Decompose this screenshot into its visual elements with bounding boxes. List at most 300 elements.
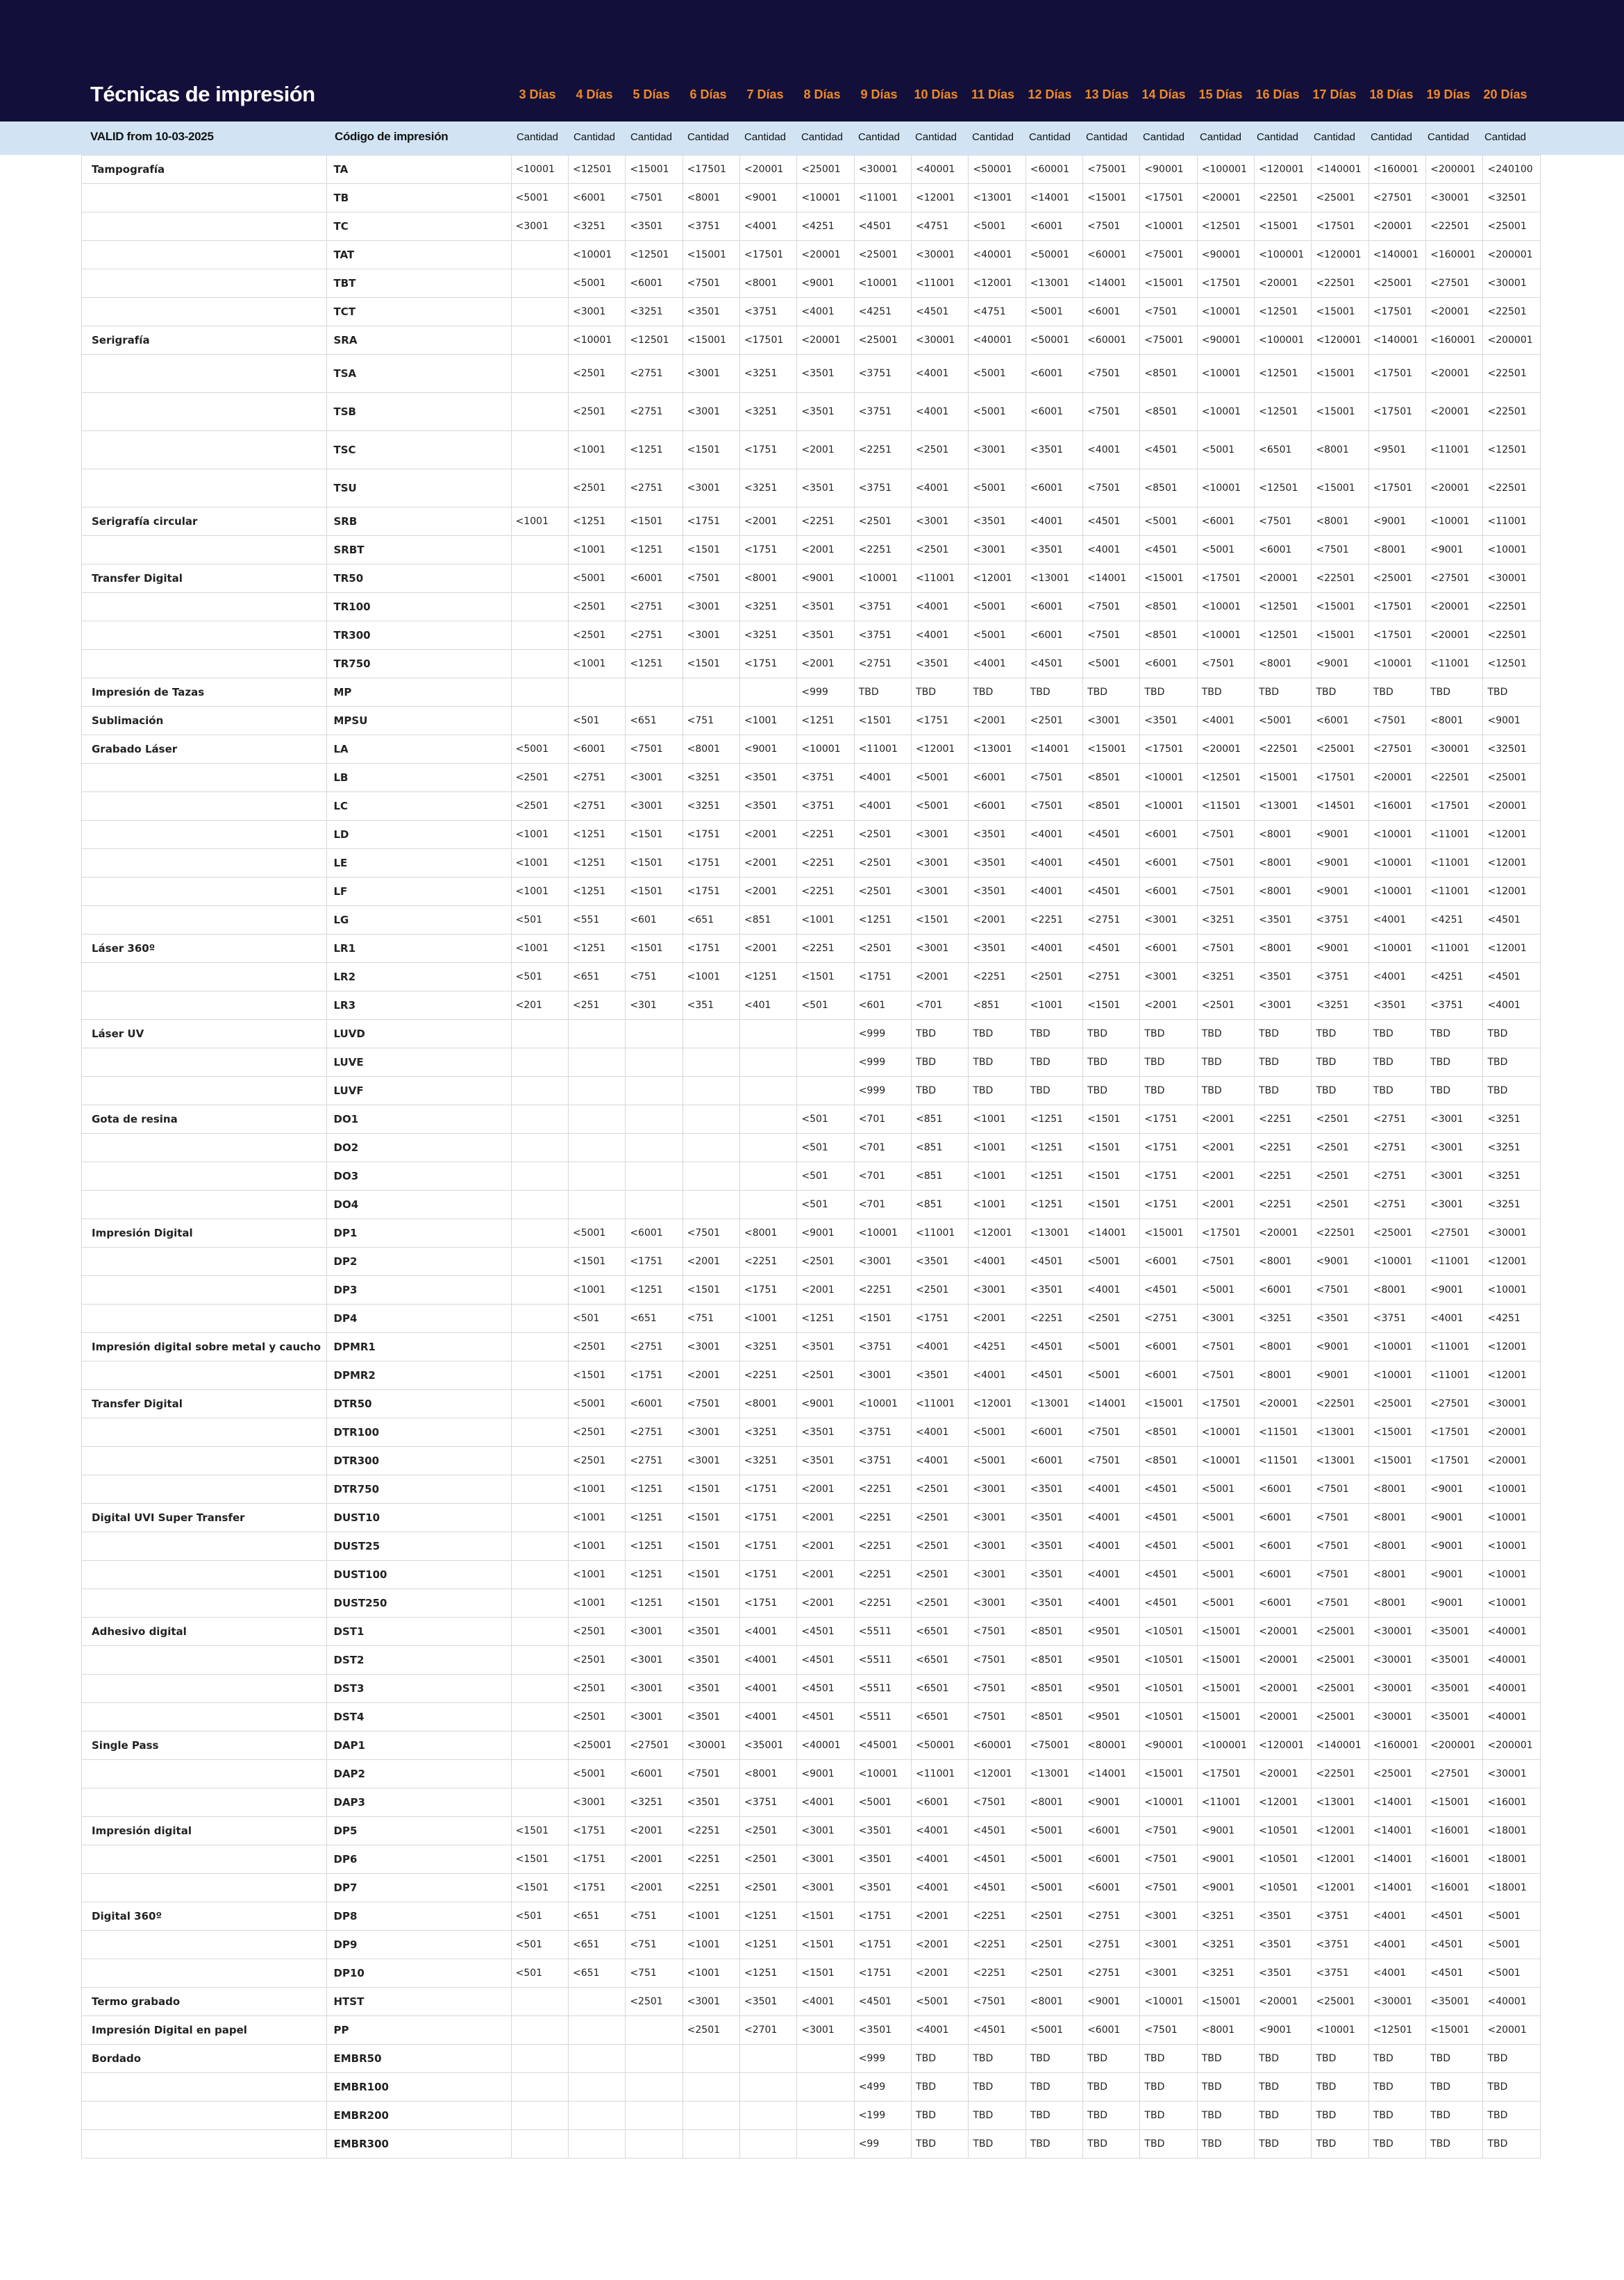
quantity-cell: <1251 (626, 1589, 683, 1618)
quantity-cell: <5001 (912, 792, 969, 821)
quantity-cell: <3501 (1026, 1504, 1082, 1532)
quantity-cell: <3001 (1426, 1105, 1483, 1134)
print-code-cell: EMBR300 (326, 2130, 511, 2159)
quantity-cell: TBD (1026, 1020, 1082, 1048)
quantity-cell: TBD (969, 2102, 1026, 2130)
quantity-cell: <1251 (797, 707, 854, 735)
quantity-cell: <6001 (1083, 1874, 1140, 1902)
print-code-cell: DTR100 (326, 1418, 511, 1447)
table-row (82, 1105, 1541, 1134)
quantity-cell: <12001 (1255, 1788, 1312, 1817)
quantity-cell: <120001 (1312, 241, 1368, 269)
quantity-cell: <9001 (1312, 934, 1368, 963)
quantity-cell: <1251 (1026, 1134, 1082, 1162)
quantity-cell: <2751 (1083, 963, 1140, 991)
print-code-cell: DO3 (326, 1162, 511, 1191)
quantity-cell: <4001 (1483, 991, 1541, 1020)
quantity-cell: <1751 (740, 1475, 797, 1504)
print-code-cell: DO1 (326, 1105, 511, 1134)
quantity-cell: <7501 (1197, 1333, 1254, 1361)
quantity-cell: <3251 (626, 1788, 683, 1817)
quantity-cell: <4001 (969, 1361, 1026, 1390)
quantity-cell: <25001 (1312, 1988, 1368, 2016)
quantity-cell: TBD (1368, 1020, 1425, 1048)
quantity-cell: <6001 (969, 764, 1026, 792)
quantity-cell: <15001 (1083, 184, 1140, 212)
quantity-cell: <1501 (511, 1845, 568, 1874)
table-row (82, 849, 1541, 878)
quantity-cell: <2251 (969, 963, 1026, 991)
quantity-column-label: Cantidad (573, 131, 616, 143)
quantity-cell: <30001 (1483, 1760, 1541, 1788)
quantity-cell: <4501 (797, 1703, 854, 1732)
technique-cell (82, 1305, 327, 1333)
quantity-cell: <6001 (626, 1219, 683, 1248)
quantity-cell: <7501 (1140, 1817, 1197, 1845)
quantity-column-label: Cantidad (1085, 131, 1128, 143)
quantity-cell: <6501 (912, 1703, 969, 1732)
quantity-cell: <8001 (1312, 508, 1368, 536)
quantity-cell: <3501 (626, 212, 683, 241)
quantity-cell (511, 650, 568, 678)
quantity-cell: <25001 (854, 326, 911, 355)
quantity-cell: <1501 (511, 1817, 568, 1845)
table-row (82, 469, 1541, 508)
quantity-cell: <17501 (1368, 393, 1425, 431)
quantity-cell: <3001 (1255, 991, 1312, 1020)
quantity-cell: <20001 (1255, 1675, 1312, 1703)
quantity-cell: <2501 (1312, 1191, 1368, 1219)
quantity-cell: <10001 (1312, 2016, 1368, 2045)
quantity-cell: <1001 (797, 906, 854, 934)
quantity-cell: <35001 (1426, 1646, 1483, 1675)
quantity-cell: <1001 (1026, 991, 1082, 1020)
print-code-cell: LB (326, 764, 511, 792)
print-code-cell: DAP3 (326, 1788, 511, 1817)
quantity-cell: <4001 (1083, 1532, 1140, 1561)
quantity-cell: TBD (1312, 1077, 1368, 1105)
quantity-cell: <20001 (1483, 1418, 1541, 1447)
quantity-cell: <8001 (740, 1219, 797, 1248)
quantity-cell: <3501 (797, 393, 854, 431)
quantity-cell (626, 2102, 683, 2130)
quantity-cell: <501 (511, 1902, 568, 1931)
quantity-cell: <1001 (969, 1105, 1026, 1134)
quantity-cell: <3001 (912, 878, 969, 906)
quantity-cell: <3751 (854, 1333, 911, 1361)
quantity-cell: <1501 (683, 1589, 739, 1618)
quantity-cell: <4001 (1368, 963, 1425, 991)
quantity-cell: <10001 (1483, 1589, 1541, 1618)
quantity-cell: <20001 (1197, 735, 1254, 764)
quantity-cell: <10001 (1197, 393, 1254, 431)
quantity-cell: <6501 (1255, 431, 1312, 469)
quantity-cell: <6001 (1255, 1475, 1312, 1504)
quantity-cell (626, 1020, 683, 1048)
table-row (82, 212, 1541, 241)
quantity-cell: <2001 (797, 431, 854, 469)
quantity-cell: <4501 (1426, 1959, 1483, 1988)
quantity-cell: <2501 (568, 1675, 625, 1703)
quantity-cell: <8001 (1255, 849, 1312, 878)
table-row (82, 355, 1541, 393)
quantity-cell: <9001 (1312, 821, 1368, 849)
quantity-cell: <1001 (568, 536, 625, 564)
quantity-cell: <4751 (969, 298, 1026, 326)
quantity-cell: <9001 (740, 735, 797, 764)
quantity-cell: <3501 (969, 849, 1026, 878)
print-code-cell: DPMR1 (326, 1333, 511, 1361)
column-subheader (0, 121, 1624, 155)
quantity-cell: <1501 (797, 1959, 854, 1988)
quantity-cell: <4001 (912, 621, 969, 650)
quantity-cell: <651 (626, 707, 683, 735)
quantity-cell: <2751 (1083, 1931, 1140, 1959)
quantity-cell: <20001 (1426, 393, 1483, 431)
quantity-cell: <3501 (854, 1845, 911, 1874)
quantity-cell: <14501 (1312, 792, 1368, 821)
quantity-cell: <1751 (912, 707, 969, 735)
quantity-cell: <4501 (1140, 1475, 1197, 1504)
quantity-cell: <22501 (1483, 355, 1541, 393)
quantity-cell: <16001 (1483, 1788, 1541, 1817)
quantity-cell: <5001 (511, 184, 568, 212)
technique-cell (82, 1589, 327, 1618)
quantity-cell: <13001 (1255, 792, 1312, 821)
quantity-cell: <15001 (1426, 2016, 1483, 2045)
quantity-cell (626, 1105, 683, 1134)
quantity-cell: <6001 (1026, 1418, 1082, 1447)
quantity-cell: <6001 (1083, 298, 1140, 326)
quantity-cell: <8501 (1140, 393, 1197, 431)
quantity-cell: <1251 (1026, 1162, 1082, 1191)
quantity-cell: <15001 (1255, 212, 1312, 241)
quantity-cell: <3251 (1197, 1959, 1254, 1988)
quantity-cell: <20001 (1255, 1703, 1312, 1732)
quantity-cell: <10001 (1368, 878, 1425, 906)
quantity-cell: <2501 (568, 469, 625, 508)
quantity-cell: <9001 (1426, 1589, 1483, 1618)
table-row (82, 1305, 1541, 1333)
quantity-cell (511, 1675, 568, 1703)
quantity-cell (511, 1646, 568, 1675)
quantity-cell: <50001 (1026, 326, 1082, 355)
quantity-cell: <1751 (1140, 1162, 1197, 1191)
quantity-cell: <2501 (1312, 1134, 1368, 1162)
quantity-cell: <14001 (1368, 1874, 1425, 1902)
quantity-cell: <1251 (626, 650, 683, 678)
technique-cell: Impresión Digital (82, 1219, 327, 1248)
quantity-cell: TBD (1026, 2073, 1082, 2102)
quantity-cell: <40001 (969, 241, 1026, 269)
quantity-cell: <3001 (969, 431, 1026, 469)
quantity-cell: <2501 (568, 593, 625, 621)
quantity-cell (740, 1105, 797, 1134)
technique-cell (82, 355, 327, 393)
quantity-cell: <6001 (1197, 508, 1254, 536)
quantity-column-label: Cantidad (1199, 131, 1242, 143)
quantity-cell (511, 1305, 568, 1333)
technique-cell (82, 1191, 327, 1219)
quantity-cell: <8501 (1083, 764, 1140, 792)
day-column-header: 17 Días (1312, 87, 1357, 101)
technique-cell (82, 1361, 327, 1390)
print-code-cell: LUVE (326, 1048, 511, 1077)
quantity-cell: TBD (1026, 2102, 1082, 2130)
quantity-cell: <6001 (969, 792, 1026, 821)
quantity-cell: TBD (1140, 2130, 1197, 2159)
quantity-cell (740, 1077, 797, 1105)
quantity-cell: <10001 (1368, 934, 1425, 963)
print-code-cell: DST1 (326, 1618, 511, 1646)
quantity-cell: <40001 (912, 156, 969, 184)
quantity-cell: <6001 (1140, 1361, 1197, 1390)
quantity-cell: <30001 (683, 1732, 739, 1760)
quantity-cell: <2251 (854, 1475, 911, 1504)
quantity-cell: <7501 (1312, 1532, 1368, 1561)
day-column-header: 5 Días (633, 87, 670, 101)
quantity-cell: <5001 (568, 1390, 625, 1418)
quantity-cell: <6001 (626, 1390, 683, 1418)
quantity-cell: TBD (912, 2073, 969, 2102)
quantity-cell: <5001 (568, 1219, 625, 1248)
quantity-cell: <5001 (1197, 1276, 1254, 1305)
quantity-cell: <1501 (797, 1931, 854, 1959)
quantity-cell: <2751 (1140, 1305, 1197, 1333)
quantity-cell: <2251 (1255, 1162, 1312, 1191)
quantity-cell: <2501 (568, 1703, 625, 1732)
quantity-cell: <12501 (1368, 2016, 1425, 2045)
quantity-cell: TBD (1083, 2102, 1140, 2130)
quantity-cell: <4001 (969, 650, 1026, 678)
quantity-cell: <8501 (1140, 593, 1197, 621)
technique-cell (82, 1248, 327, 1276)
quantity-cell: <1001 (683, 963, 739, 991)
quantity-cell: TBD (1083, 2073, 1140, 2102)
quantity-cell: <16001 (1368, 792, 1425, 821)
quantity-cell: <15001 (683, 241, 739, 269)
quantity-cell: <17501 (1197, 1390, 1254, 1418)
quantity-cell: <9501 (1083, 1618, 1140, 1646)
quantity-cell: <20001 (1255, 269, 1312, 298)
quantity-cell (511, 707, 568, 735)
quantity-cell: <4251 (1483, 1305, 1541, 1333)
quantity-cell (511, 2102, 568, 2130)
quantity-cell: <20001 (1426, 469, 1483, 508)
quantity-cell: <2501 (912, 1532, 969, 1561)
quantity-cell: <12001 (1483, 1333, 1541, 1361)
quantity-cell: <1501 (797, 1902, 854, 1931)
quantity-cell: TBD (1197, 2045, 1254, 2073)
quantity-cell: <4501 (1140, 1276, 1197, 1305)
quantity-cell: <10001 (1140, 212, 1197, 241)
quantity-cell: <8001 (1026, 1788, 1082, 1817)
quantity-cell: <9001 (1197, 1845, 1254, 1874)
quantity-cell: <9001 (1368, 508, 1425, 536)
quantity-cell: <20001 (797, 326, 854, 355)
quantity-cell (797, 1020, 854, 1048)
quantity-cell: <3751 (854, 1447, 911, 1475)
quantity-cell: <10001 (854, 1760, 911, 1788)
quantity-cell (626, 2130, 683, 2159)
quantity-cell: <11001 (1426, 431, 1483, 469)
quantity-cell: <4501 (1140, 1532, 1197, 1561)
quantity-cell: <1501 (626, 508, 683, 536)
quantity-cell: TBD (1197, 678, 1254, 707)
quantity-cell: <25001 (1312, 1646, 1368, 1675)
quantity-cell: TBD (1483, 678, 1541, 707)
quantity-cell: <11001 (912, 269, 969, 298)
quantity-cell: <2501 (568, 1333, 625, 1361)
quantity-cell: <45001 (854, 1732, 911, 1760)
quantity-cell: <4001 (1026, 934, 1082, 963)
quantity-cell: <5001 (568, 564, 625, 593)
quantity-cell (511, 1788, 568, 1817)
quantity-column-label: Cantidad (801, 131, 844, 143)
quantity-cell: <1751 (1140, 1191, 1197, 1219)
quantity-cell: <2501 (568, 393, 625, 431)
quantity-cell: <4251 (969, 1333, 1026, 1361)
quantity-cell: <2001 (740, 821, 797, 849)
quantity-cell: <5001 (1197, 1561, 1254, 1589)
quantity-cell: TBD (1083, 1077, 1140, 1105)
quantity-cell: <2751 (1083, 1902, 1140, 1931)
quantity-cell: TBD (1255, 2102, 1312, 2130)
quantity-cell: <4501 (969, 1845, 1026, 1874)
quantity-cell: <1251 (568, 934, 625, 963)
quantity-cell: <27501 (626, 1732, 683, 1760)
quantity-cell: <5001 (1026, 1817, 1082, 1845)
quantity-cell: <9001 (1197, 1817, 1254, 1845)
quantity-cell: <1251 (626, 1504, 683, 1532)
quantity-cell: <7501 (969, 1618, 1026, 1646)
quantity-cell (511, 1589, 568, 1618)
quantity-cell: <6001 (1026, 621, 1082, 650)
quantity-cell: <7501 (1140, 2016, 1197, 2045)
quantity-cell: <2751 (1368, 1162, 1425, 1191)
technique-cell (82, 821, 327, 849)
table-row (82, 934, 1541, 963)
quantity-cell: <15001 (626, 156, 683, 184)
quantity-cell: <14001 (1026, 735, 1082, 764)
quantity-cell (511, 621, 568, 650)
quantity-cell: <14001 (1368, 1788, 1425, 1817)
quantity-cell: <25001 (1368, 269, 1425, 298)
table-row (82, 2130, 1541, 2159)
quantity-cell: <2751 (1368, 1105, 1425, 1134)
quantity-cell: <3501 (1255, 906, 1312, 934)
quantity-cell: <35001 (1426, 1703, 1483, 1732)
quantity-cell: <4501 (1140, 1504, 1197, 1532)
quantity-cell: <40001 (969, 326, 1026, 355)
quantity-cell: <10001 (1197, 1447, 1254, 1475)
quantity-cell: <35001 (740, 1732, 797, 1760)
quantity-cell: <3001 (626, 1618, 683, 1646)
quantity-cell: <8001 (1255, 1361, 1312, 1390)
quantity-cell: TBD (1312, 1020, 1368, 1048)
quantity-cell: <6001 (1026, 593, 1082, 621)
quantity-cell: <25001 (1312, 184, 1368, 212)
quantity-cell: <4251 (1426, 906, 1483, 934)
quantity-cell: <8001 (1368, 1532, 1425, 1561)
quantity-cell: <3001 (683, 1418, 739, 1447)
print-code-cell: LUVF (326, 1077, 511, 1105)
quantity-cell: <12501 (1197, 212, 1254, 241)
quantity-cell: <8001 (1197, 2016, 1254, 2045)
quantity-cell: <6001 (1255, 1532, 1312, 1561)
quantity-cell: <501 (568, 707, 625, 735)
quantity-cell: <6001 (1083, 1817, 1140, 1845)
quantity-cell: <8001 (740, 1390, 797, 1418)
quantity-cell: TBD (1140, 1020, 1197, 1048)
quantity-cell: <4001 (1368, 1902, 1425, 1931)
quantity-cell: <3501 (912, 1248, 969, 1276)
quantity-cell: <751 (626, 1931, 683, 1959)
quantity-cell (511, 393, 568, 431)
quantity-cell: <2251 (683, 1874, 739, 1902)
page-title: Técnicas de impresión (90, 82, 315, 106)
quantity-cell: <13001 (1312, 1447, 1368, 1475)
quantity-cell: <60001 (1083, 326, 1140, 355)
quantity-cell (511, 1191, 568, 1219)
quantity-cell: <2001 (1140, 991, 1197, 1020)
quantity-cell: TBD (1197, 2130, 1254, 2159)
quantity-cell: <13001 (1026, 269, 1082, 298)
header-banner (0, 0, 1624, 121)
quantity-cell (683, 1020, 739, 1048)
quantity-cell: TBD (1368, 2045, 1425, 2073)
quantity-cell: <25001 (568, 1732, 625, 1760)
quantity-cell: <4501 (1026, 1333, 1082, 1361)
quantity-cell: <3001 (912, 934, 969, 963)
day-column-header: 8 Días (803, 87, 841, 101)
quantity-cell: <7501 (1083, 593, 1140, 621)
quantity-cell: <3501 (1026, 1475, 1082, 1504)
quantity-column-label: Cantidad (1313, 131, 1356, 143)
quantity-cell: <12501 (1255, 621, 1312, 650)
valid-from-label: VALID from 10-03-2025 (90, 130, 214, 143)
quantity-cell: <3001 (969, 1504, 1026, 1532)
quantity-cell: <3501 (683, 1788, 739, 1817)
quantity-cell: <99 (854, 2130, 911, 2159)
quantity-cell: <100001 (1255, 326, 1312, 355)
quantity-cell: <17501 (683, 156, 739, 184)
print-code-cell: LE (326, 849, 511, 878)
quantity-cell: <2501 (854, 849, 911, 878)
quantity-cell: <10001 (1140, 764, 1197, 792)
quantity-cell: <15001 (1312, 621, 1368, 650)
quantity-cell: <12001 (1483, 821, 1541, 849)
quantity-cell: <40001 (1483, 1703, 1541, 1732)
quantity-cell: <200001 (1483, 241, 1541, 269)
quantity-cell: <60001 (1026, 156, 1082, 184)
quantity-cell: <1501 (1083, 991, 1140, 1020)
technique-cell (82, 650, 327, 678)
quantity-cell: <2751 (626, 1447, 683, 1475)
quantity-cell (740, 1191, 797, 1219)
quantity-cell: <6001 (626, 269, 683, 298)
technique-cell (82, 269, 327, 298)
table-row (82, 963, 1541, 991)
quantity-cell: TBD (1426, 2045, 1483, 2073)
quantity-cell: <1751 (740, 1276, 797, 1305)
quantity-cell: <50001 (969, 156, 1026, 184)
table-row (82, 2016, 1541, 2045)
table-row (82, 2102, 1541, 2130)
day-column-header: 3 Días (519, 87, 556, 101)
quantity-cell (511, 1248, 568, 1276)
quantity-cell: <2751 (1083, 906, 1140, 934)
